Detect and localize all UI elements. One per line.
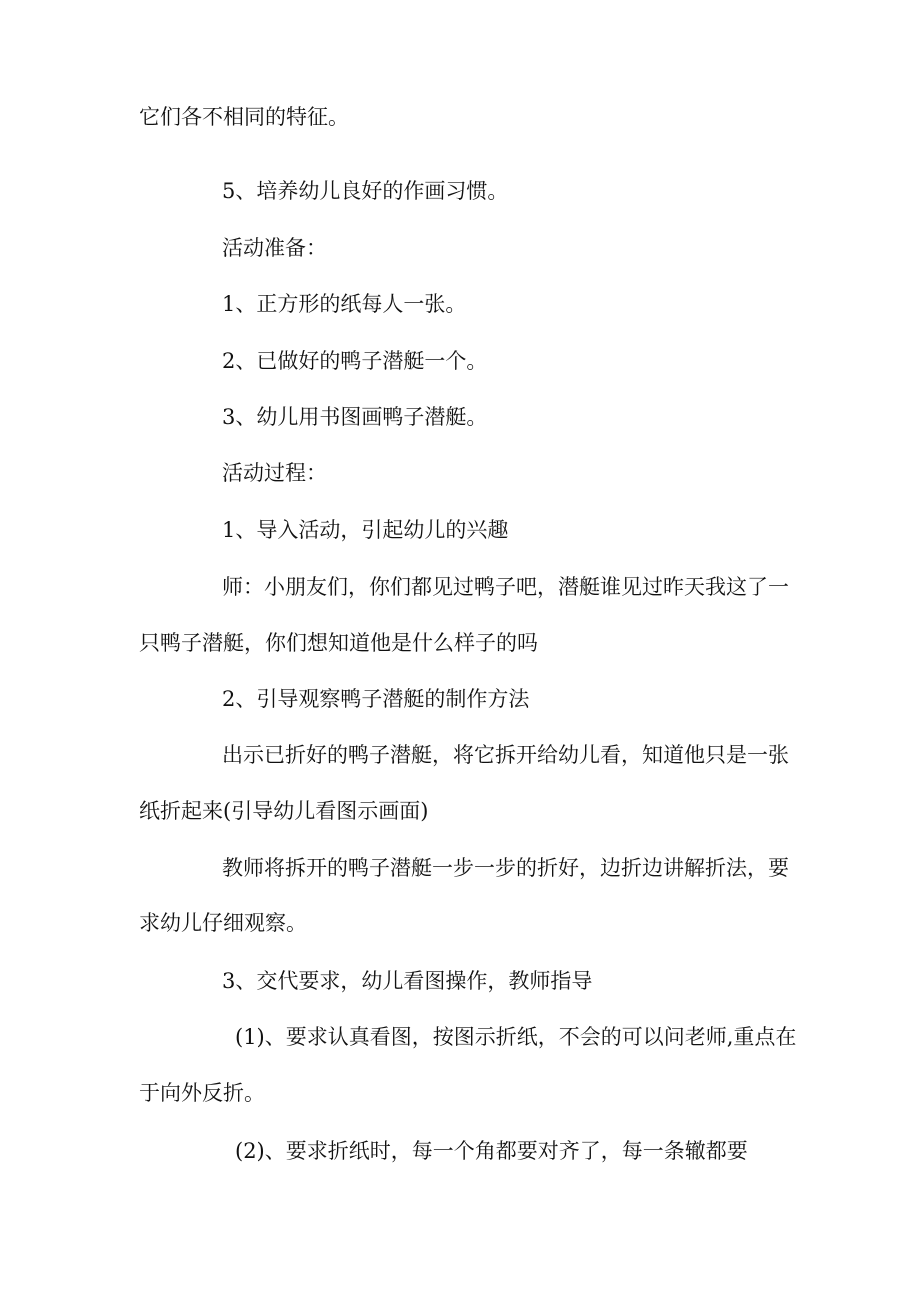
text-line: (1)、要求认真看图，按图示折纸，不会的可以问老师,重点在 (235, 1025, 797, 1049)
list-item: 1、正方形的纸每人一张。 (222, 292, 467, 316)
step-heading: 1、导入活动，引起幼儿的兴趣 (222, 518, 509, 542)
text-line: 5、培养幼儿良好的作画习惯。 (222, 179, 509, 203)
text-line: 纸折起来(引导幼儿看图示画面) (139, 799, 429, 823)
text-line: 只鸭子潜艇，你们想知道他是什么样子的吗 (139, 631, 538, 655)
section-heading: 活动准备： (222, 236, 327, 260)
text-line: 求幼儿仔细观察。 (139, 911, 307, 935)
text-line: 出示已折好的鸭子潜艇，将它拆开给幼儿看，知道他只是一张 (222, 743, 789, 767)
section-heading: 活动过程： (222, 461, 327, 485)
list-item: 3、幼儿用书图画鸭子潜艇。 (222, 405, 488, 429)
text-line: 它们各不相同的特征。 (139, 105, 349, 129)
text-line: 师：小朋友们，你们都见过鸭子吧，潜艇谁见过昨天我这了一 (222, 575, 789, 599)
step-heading: 3、交代要求，幼儿看图操作，教师指导 (222, 969, 593, 993)
text-line: (2)、要求折纸时，每一个角都要对齐了，每一条辙都要 (235, 1139, 748, 1163)
step-heading: 2、引导观察鸭子潜艇的制作方法 (222, 687, 530, 711)
list-item: 2、已做好的鸭子潜艇一个。 (222, 349, 488, 373)
text-line: 教师将拆开的鸭子潜艇一步一步的折好，边折边讲解折法，要 (222, 856, 789, 880)
text-line: 于向外反折。 (139, 1081, 265, 1105)
